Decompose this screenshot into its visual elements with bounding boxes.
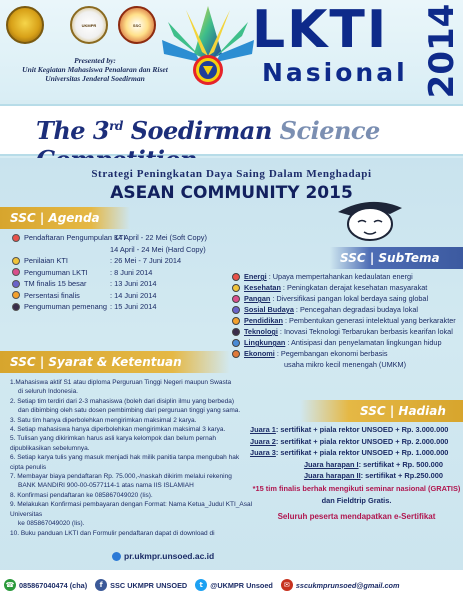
lkti-emblem-icon — [160, 2, 256, 98]
subtema-key: Pangan — [244, 294, 271, 303]
syarat-line: dan dibimbing oleh satu dosen pembimbing dari perguruan tinggi yang sama. — [18, 407, 241, 415]
facebook-contact[interactable]: f SSC UKMPR UNSOED — [95, 579, 187, 591]
prize-value: : sertifikat + piala rektor UNSOED + Rp. 1.000.000 — [275, 448, 449, 457]
bullet-icon — [232, 273, 240, 281]
prize-value: : sertifikat + Rp.250.000 — [360, 471, 443, 480]
subtema-value: : Peningkatan derajat kesehatan masyarakat — [282, 283, 428, 292]
fieldtrip-note: dan Fieldtrip Gratis. — [321, 495, 392, 505]
bullet-icon — [12, 234, 20, 242]
lkti-title: LKTI — [252, 0, 389, 60]
presented-by — [10, 56, 180, 83]
subtema-row — [232, 316, 462, 326]
phone-contact[interactable]: ☎ 085867040474 (cha) — [5, 580, 88, 590]
syarat-line: 8. Konfirmasi pendaftaran ke 085867049020 (Iis). — [10, 491, 153, 499]
phone-icon: ☎ — [5, 581, 15, 589]
prize-rank: Juara 2 — [250, 436, 276, 446]
twitter-contact[interactable]: t @UKMPR Unsoed — [195, 579, 273, 591]
agenda-date: : 15 Juni 2014 — [110, 302, 157, 312]
subtema-value: : Pencegahan degradasi budaya lokal — [295, 305, 419, 314]
agenda-label: TM finalis 15 besar — [24, 279, 87, 289]
agenda-date: 14 April - 24 Mei (Hard Copy) — [110, 244, 206, 254]
bullet-icon — [232, 306, 240, 314]
subtema-key: Energi — [244, 272, 267, 281]
syarat-line: 4. Setiap mahasiswa hanya diperbolehkan mengirimkan maksimal 3 karya. — [10, 426, 226, 434]
subtema-value: : Inovasi Teknologi Terbarukan berbasis kearifan lokal — [279, 327, 453, 336]
university-logo — [6, 6, 44, 44]
subtema-list — [232, 272, 462, 370]
theme-line1: Strategi Peningkatan Daya Saing Dalam Menghadapi — [91, 168, 372, 180]
bullet-icon — [232, 284, 240, 292]
subtema-value: : Antisipasi dan penyelamatan lingkungan hidup — [287, 338, 442, 347]
subtema-row — [232, 294, 462, 304]
hadiah-header: SSC | Hadiah — [300, 400, 463, 422]
agenda-label: Pengumuman pemenang — [24, 302, 107, 312]
twitter-icon: t — [195, 579, 207, 591]
bullet-icon — [232, 295, 240, 303]
subtema-row — [232, 283, 462, 293]
prize-rank: Juara 1 — [250, 425, 276, 434]
competition-banner — [0, 104, 463, 156]
syarat-line: 10. Buku panduan LKTI dan Formulir pendaftaran dapat di download di — [10, 529, 215, 537]
competition-title: The 3rd Soedirman Science — [36, 116, 380, 145]
syarat-line: BANK MANDIRI 900-00-0577114-1 atas nama IIS ISLAMIAH — [18, 482, 194, 490]
agenda-row — [12, 290, 232, 302]
agenda-row — [12, 278, 232, 290]
subtema-row — [232, 349, 462, 359]
syarat-line: 9. Melakukan Konfirmasi pembayaran dengan Format: Nama Ketua_Judul KTI_Asal Universitas — [10, 501, 253, 518]
theme-line2: ASEAN COMMUNITY 2015 — [110, 183, 353, 203]
syarat-list — [10, 378, 254, 538]
prize-row — [250, 447, 463, 459]
subtema-continuation: usaha mikro kecil menengah (UMKM) — [284, 360, 407, 369]
subtema-value: : Diversifikasi pangan lokal berdaya saing global — [272, 294, 429, 303]
bullet-icon — [12, 280, 20, 288]
prize-row — [250, 470, 463, 482]
year-label: 2014 — [422, 3, 462, 99]
subtema-key: Ekonomi — [244, 349, 275, 358]
subtema-key: Kesehatan — [244, 283, 281, 292]
character-illustration — [330, 194, 410, 246]
agenda-row — [12, 301, 232, 313]
facebook-icon: f — [95, 579, 107, 591]
prize-value: : sertifikat + piala rektor UNSOED + Rp. 3.000.000 — [275, 425, 449, 434]
globe-icon — [112, 552, 121, 561]
ssc-logo: SSC — [118, 6, 156, 44]
bullet-icon — [12, 268, 20, 276]
finalist-note: *15 tim finalis berhak mengikuti seminar nasional (GRATIS) — [252, 483, 461, 493]
prize-rank: Juara harapan I — [303, 459, 359, 469]
agenda-row — [12, 267, 232, 279]
subtema-row — [232, 272, 462, 282]
subtema-value: : Upaya mempertahankan kedaulatan energi — [268, 272, 413, 281]
syarat-line: 5. Tulisan yang dikirimkan harus asli karya kelompok dan belum pernah dipublikasikan sebelumnya. — [10, 435, 216, 452]
agenda-header: SSC | Agenda — [0, 207, 130, 229]
agenda-row — [12, 232, 232, 244]
subtema-header: SSC | SubTema — [330, 247, 463, 269]
agenda-label: Penilaian KTI — [24, 256, 68, 266]
hadiah-list — [250, 424, 463, 521]
agenda-list — [12, 232, 232, 313]
presented-org: Unit Kegiatan Mahasiswa Penalaran dan Riset — [22, 65, 168, 74]
subtema-key: Sosial Budaya — [244, 305, 294, 314]
contact-footer — [0, 570, 463, 600]
prize-row — [250, 424, 463, 436]
syarat-line: 1.Mahasiswa aktif S1 atau diploma Perguruan Tinggi Negeri maupun Swasta — [10, 379, 232, 386]
agenda-label: Pengumuman LKTI — [24, 267, 88, 277]
subtema-value: : Pegembangan ekonomi berbasis — [276, 349, 388, 358]
bullet-icon — [232, 339, 240, 347]
prize-rank: Juara harapan II — [303, 471, 361, 480]
bullet-icon — [12, 303, 20, 311]
agenda-date: : 14 Juni 2014 — [110, 290, 157, 300]
bullet-icon — [232, 328, 240, 336]
agenda-row — [12, 244, 232, 256]
bullet-icon — [12, 291, 20, 299]
prize-value: : sertifikat + piala rektor UNSOED + Rp. 2.000.000 — [275, 436, 449, 446]
nasional-title: Nasional — [262, 58, 408, 87]
agenda-date: : 13 Juni 2014 — [110, 279, 157, 289]
mail-icon: ✉ — [281, 579, 293, 591]
agenda-label: Pendaftaran Pengumpulan KTI — [24, 233, 126, 243]
syarat-line: di seluruh Indonesia. — [18, 388, 78, 396]
presented-label: Presented by: — [74, 56, 116, 65]
header — [0, 0, 463, 100]
bullet-icon — [232, 350, 240, 358]
syarat-line: 6. Setiap karya tulis yang masuk menjadi hak milik panitia tanpa mengubah hak cipta penulis — [10, 454, 240, 471]
syarat-line: 7. Membayar biaya pendaftaran Rp. 75.000,-/naskah dikirim melalui rekening — [10, 473, 232, 481]
agenda-row — [12, 255, 232, 267]
email-contact[interactable]: ✉ sscukmprunsoed@gmail.com — [281, 579, 400, 591]
presented-univ: Universitas Jenderal Soedirman — [45, 74, 145, 83]
syarat-header: SSC | Syarat & Ketentuan — [0, 351, 230, 373]
subtema-row — [232, 305, 462, 315]
bullet-icon — [12, 257, 20, 265]
prize-row — [250, 459, 463, 471]
syarat-line: ke 085867049020 (Iis). — [18, 520, 85, 528]
subtema-key: Pendidikan — [244, 316, 283, 325]
syarat-line: 2. Setiap tim terdiri dari 2-3 mahasiswa (boleh dari disiplin ilmu yang berbeda) — [10, 397, 234, 405]
agenda-date: : 14 April - 22 Mei (Soft Copy) — [110, 233, 207, 243]
agenda-date: : 8 Juni 2014 — [110, 267, 153, 277]
prize-row — [250, 436, 463, 448]
bullet-icon — [232, 317, 240, 325]
prize-rank: Juara 3 — [250, 448, 276, 457]
subtema-value: : Pembentukan generasi intelektual yang berkarakter — [284, 316, 456, 325]
subtema-key: Teknologi — [244, 327, 278, 336]
prize-value: : sertifikat + Rp. 500.000 — [358, 459, 443, 469]
certificate-note: Seluruh peserta mendapatkan e-Sertifikat — [277, 511, 436, 521]
subtema-row — [232, 338, 462, 348]
syarat-line: 3. Satu tim hanya diperbolehkan mengirimkan maksimal 2 karya. — [10, 416, 197, 424]
download-url[interactable]: pr.ukmpr.unsoed.ac.id — [112, 551, 272, 561]
subtema-key: Lingkungan — [244, 338, 286, 347]
subtema-row — [232, 327, 462, 337]
agenda-label: Persentasi finalis — [24, 290, 80, 300]
agenda-date: : 26 Mei - 7 Juni 2014 — [110, 256, 182, 266]
ukmpr-logo: UKMPR — [70, 6, 108, 44]
